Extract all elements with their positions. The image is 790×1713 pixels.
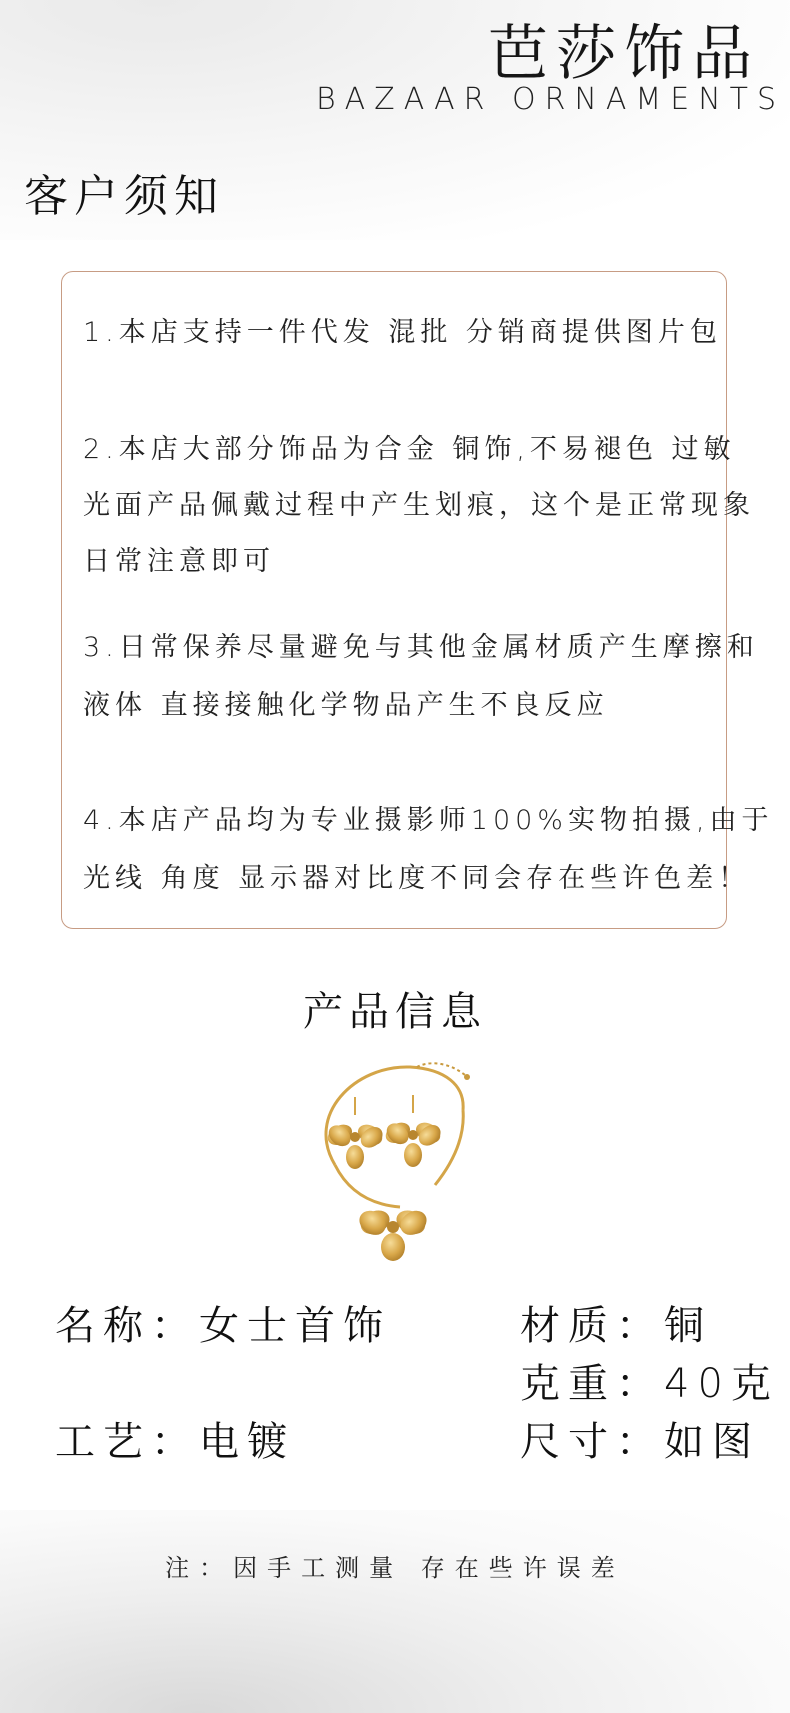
notice-line: 光线 角度 显示器对比度不同会存在些许色差！ — [83, 863, 751, 894]
spec-name: 名称：女士首饰 — [55, 1303, 391, 1349]
notice-line: 4.本店产品均为专业摄影师100%实物拍摄,由于 — [83, 805, 774, 836]
notice-line: 3.日常保养尽量避免与其他金属材质产生摩擦和 — [83, 632, 759, 663]
notice-line: 光面产品佩戴过程中产生划痕，这个是正常现象 — [83, 490, 755, 521]
gold-flower-jewelry-icon — [305, 1055, 495, 1265]
notice-line: 2.本店大部分饰品为合金 铜饰,不易褪色 过敏 — [83, 434, 736, 465]
spec-craft: 工艺：电镀 — [55, 1419, 295, 1465]
brand-name-en: BAZAAR ORNAMENTS — [316, 82, 786, 117]
notice-line: 液体 直接接触化学物品产生不良反应 — [83, 690, 609, 721]
notice-line: 日常注意即可 — [83, 546, 275, 577]
spec-material: 材质：铜 — [520, 1303, 712, 1349]
notice-title: 客户须知 — [24, 171, 224, 222]
measurement-footnote: 注：因手工测量 存在些许误差 — [165, 1554, 625, 1582]
spec-weight: 克重：40克 — [520, 1361, 779, 1407]
product-info-title: 产品信息 — [303, 989, 487, 1035]
footer-background — [0, 1510, 790, 1713]
notice-line: 1.本店支持一件代发 混批 分销商提供图片包 — [83, 317, 722, 348]
spec-size: 尺寸：如图 — [520, 1419, 760, 1465]
brand-name-cn: 芭莎饰品 — [488, 19, 760, 89]
